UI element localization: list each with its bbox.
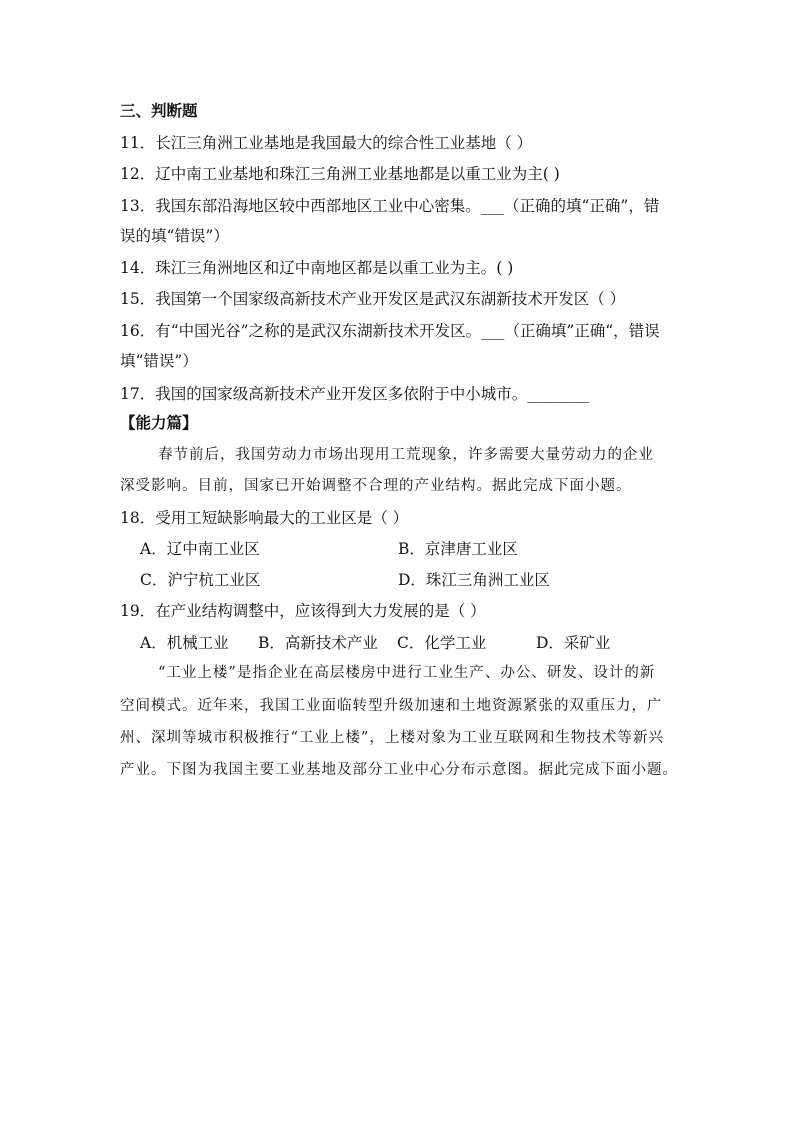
question-17: 17．我国的国家级高新技术产业开发区多依附于中小城市。________ xyxy=(120,385,590,403)
question-18-option-d: D．珠江三角洲工业区 xyxy=(398,571,550,589)
question-16-line-1: 16．有“中国光谷”之称的是武汉东湖新技术开发区。___（正确填”正确“，错误 xyxy=(120,322,660,340)
passage-2-line-3: 州、深圳等城市积极推行“工业上楼”，上楼对象为工业互联网和生物技术等新兴 xyxy=(120,730,664,746)
question-19-option-c: C．化学工业 xyxy=(397,634,487,652)
question-18-option-c: C．沪宁杭工业区 xyxy=(140,571,261,589)
question-12: 12．辽中南工业基地和珠江三角洲工业基地都是以重工业为主( ) xyxy=(120,165,560,183)
passage-2-line-4: 产业。下图为我国主要工业基地及部分工业中心分布示意图。据此完成下面小题。 xyxy=(120,762,678,778)
passage-2-line-2: 空间模式。近年来，我国工业面临转型升级加速和土地资源紧张的双重压力，广 xyxy=(120,698,663,714)
question-19-option-b: B．高新技术产业 xyxy=(258,634,378,652)
question-19-stem: 19．在产业结构调整中，应该得到大力发展的是（ ） xyxy=(120,602,486,620)
passage-2-line-1: “工业上楼”是指企业在高层楼房中进行工业生产、办公、研发、设计的新 xyxy=(158,665,656,681)
question-19-option-d: D．采矿业 xyxy=(536,634,611,652)
question-18-option-b: B．京津唐工业区 xyxy=(398,540,518,558)
question-19-option-a: A．机械工业 xyxy=(140,634,229,652)
question-14: 14．珠江三角洲地区和辽中南地区都是以重工业为主。( ) xyxy=(120,259,514,277)
question-18-stem: 18．受用工短缺影响最大的工业区是（ ） xyxy=(120,509,409,527)
ability-section-title: 【能力篇】 xyxy=(120,413,198,432)
passage-1-line-2: 深受影响。目前，国家已开始调整不合理的产业结构。据此完成下面小题。 xyxy=(120,478,632,494)
section-title: 三、判断题 xyxy=(120,101,198,120)
question-18-option-a: A．辽中南工业区 xyxy=(140,540,260,558)
question-13-line-2: 误的填“错误”） xyxy=(120,227,229,245)
question-16-line-2: 填“错误”） xyxy=(120,352,198,370)
question-13-line-1: 13．我国东部沿海地区较中西部地区工业中心密集。___（正确的填“正确”，错 xyxy=(120,197,660,215)
question-11: 11．长江三角洲工业基地是我国最大的综合性工业基地（ ） xyxy=(120,134,533,152)
passage-1-line-1: 春节前后，我国劳动力市场出现用工荒现象，许多需要大量劳动力的企业 xyxy=(158,447,654,463)
question-15: 15．我国第一个国家级高新技术产业开发区是武汉东湖新技术开发区（ ） xyxy=(120,290,626,308)
